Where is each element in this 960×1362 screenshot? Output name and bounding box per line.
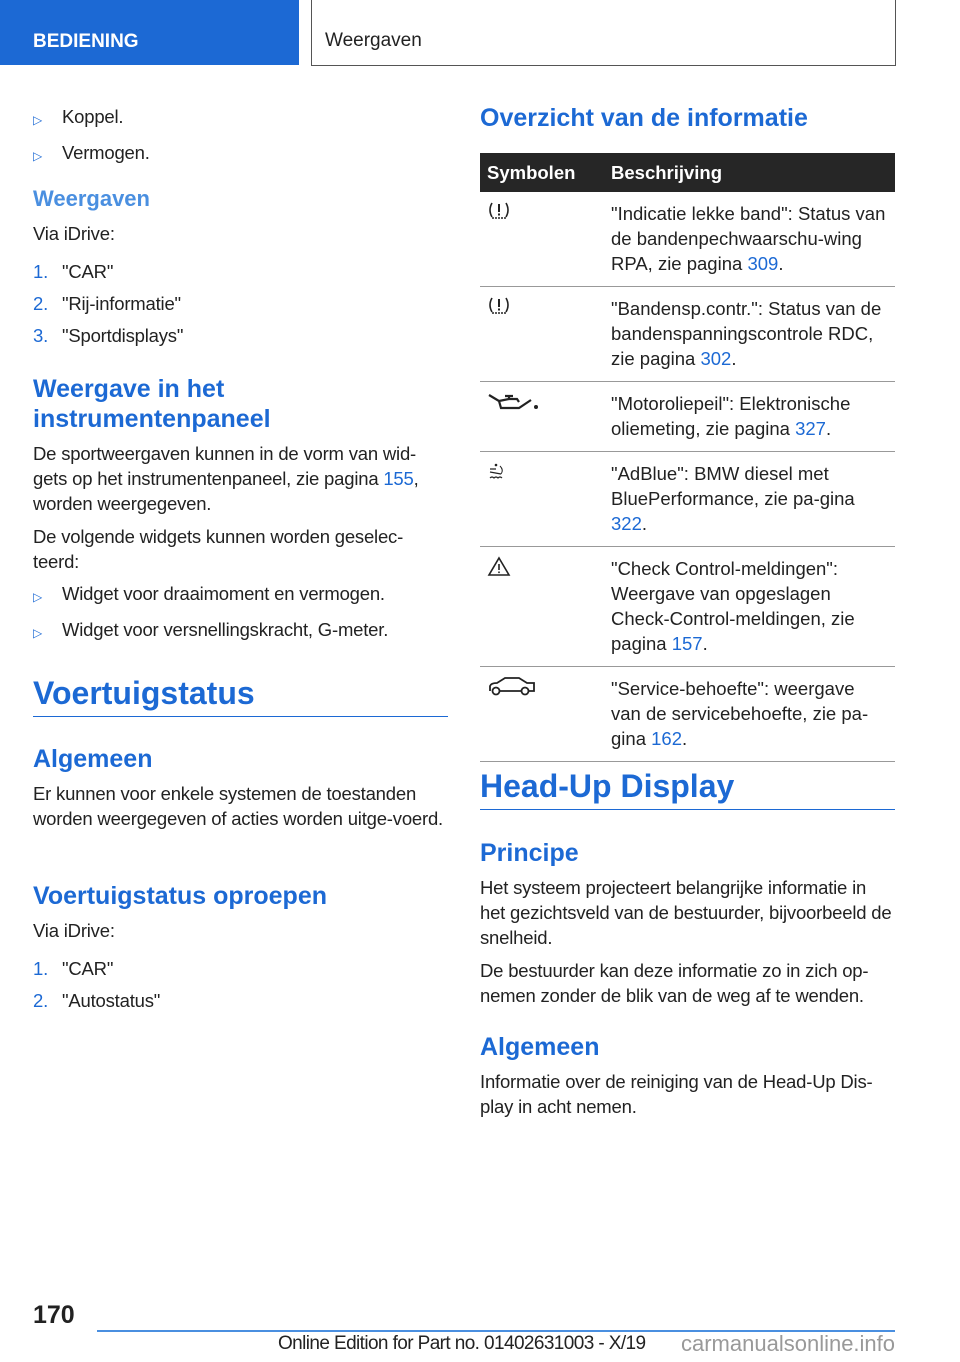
table-row	[480, 287, 895, 382]
period: .	[825, 418, 832, 439]
step-number: 3.	[33, 325, 49, 346]
table-row	[480, 547, 895, 667]
algemeen-text: Er kunnen voor enkele systemen de toestanden worden weergegeven of acties worden uitge-voerd.	[33, 783, 443, 829]
list-item: Vermogen.	[62, 142, 150, 163]
text: De sportweergaven kunnen in de vorm van wid-gets op het instrumentenpaneel, zie pagina	[33, 443, 416, 489]
table-row	[480, 192, 895, 287]
list-item: Koppel.	[62, 106, 124, 127]
page-title: Weergaven	[311, 0, 896, 66]
step-number: 1.	[33, 958, 49, 979]
heading-weergaven: Weergaven	[33, 186, 150, 211]
description-text: "Indicatie lekke band": Status van de bandenpechwaarschu-wing RPA, zie pagina	[611, 203, 886, 274]
triangle-bullet-icon: ▷	[33, 590, 43, 604]
heading-algemeen: Algemeen	[33, 745, 153, 773]
oproepen-section	[33, 918, 448, 1020]
heading-algemeen-hud: Algemeen	[480, 1033, 600, 1061]
heading-instrument: Weergave in het instrumentenpaneel	[33, 375, 271, 433]
page-link[interactable]: 302	[700, 348, 732, 369]
adblue-icon	[487, 466, 507, 487]
heading-voertuigstatus: Voertuigstatus	[33, 675, 448, 717]
period: .	[731, 348, 737, 369]
step-text: "CAR"	[62, 958, 114, 979]
column-header: Beschrijving	[604, 153, 895, 192]
table-row	[480, 382, 895, 452]
heading-oproepen: Voertuigstatus oproepen	[33, 882, 328, 910]
page-link[interactable]: 155	[383, 468, 414, 489]
step-text: "Sportdisplays"	[62, 325, 184, 346]
info-table	[480, 153, 895, 762]
page-link[interactable]: 157	[671, 633, 703, 654]
page-link[interactable]: 162	[651, 728, 682, 749]
warning-triangle-icon	[487, 561, 511, 582]
page-link[interactable]: 327	[795, 418, 826, 439]
heading-hud: Head-Up Display	[480, 768, 895, 810]
heading-principe: Principe	[480, 839, 579, 867]
edition-text: Online Edition for Part no. 01402631003 - X/19	[278, 1333, 646, 1354]
car-service-icon	[487, 681, 537, 702]
step-number: 2.	[33, 293, 49, 314]
description-text: "AdBlue": BMW diesel met BluePerformance, zie pa-gina	[611, 463, 855, 509]
page-link[interactable]: 309	[747, 253, 779, 274]
page-number: 170	[33, 1301, 75, 1329]
description-text: "Check Control-meldingen": Weergave van opgeslagen Check-Control-meldingen, zie pagina	[611, 558, 855, 654]
triangle-bullet-icon: ▷	[33, 626, 43, 640]
description-text: "Bandensp.contr.": Status van de bandenspanningscontrole RDC, zie pagina	[611, 298, 882, 369]
text: De volgende widgets kunnen worden geselec-teerd:	[33, 526, 404, 572]
description-text: "Motoroliepeil": Elektronische oliemeting, zie pagina	[611, 393, 851, 439]
step-text: "Autostatus"	[62, 990, 161, 1011]
bullet-list	[33, 104, 448, 176]
heading-overzicht: Overzicht van de informatie	[480, 104, 808, 132]
text: De bestuurder kan deze informatie zo in zich op-nemen zonder de blik van de weg af te wenden.	[480, 960, 869, 1006]
step-number: 1.	[33, 261, 49, 282]
watermark: carmanualsonline.info	[681, 1331, 896, 1356]
algemeen-hud-text: Informatie over de reiniging van de Head-Up Dis-play in acht nemen.	[480, 1071, 873, 1117]
instrument-section	[33, 441, 448, 653]
period: .	[682, 728, 688, 749]
description-text: "Service-behoefte": weergave van de servicebehoefte, zie pa-gina	[611, 678, 869, 749]
step-text: "CAR"	[62, 261, 114, 282]
table-row	[480, 452, 895, 547]
step-number: 2.	[33, 990, 49, 1011]
triangle-bullet-icon: ▷	[33, 113, 43, 127]
triangle-bullet-icon: ▷	[33, 149, 43, 163]
list-item: Widget voor versnellingskracht, G-meter.	[62, 619, 389, 640]
table-row	[480, 667, 895, 762]
step-text: "Rij-informatie"	[62, 293, 181, 314]
column-header: Symbolen	[480, 153, 604, 192]
text: , worden weergegeven.	[33, 468, 419, 514]
period: .	[778, 253, 784, 274]
principe-section	[480, 875, 895, 1008]
page-link[interactable]: 322	[611, 513, 642, 534]
weergaven-section	[33, 221, 448, 355]
oil-can-icon	[487, 396, 539, 417]
period: .	[702, 633, 708, 654]
tire-pressure-warning-icon	[487, 206, 511, 227]
intro-text: Via iDrive:	[33, 920, 115, 941]
period: .	[641, 513, 648, 534]
list-item: Widget voor draaimoment en vermogen.	[62, 583, 385, 604]
tire-pressure-warning-icon	[487, 301, 511, 322]
text: Het systeem projecteert belangrijke informatie in het gezichtsveld van de bestuurder, bijvoorbeeld de snelheid.	[480, 877, 892, 948]
intro-text: Via iDrive:	[33, 223, 115, 244]
section-tab: BEDIENING	[0, 0, 299, 65]
